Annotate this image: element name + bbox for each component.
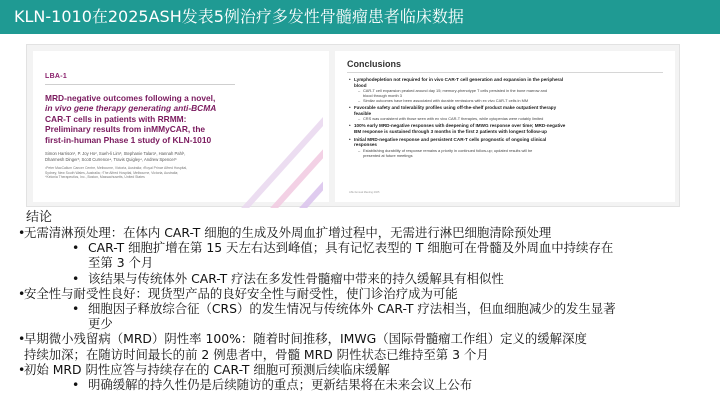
conclusion-subitem: – CAR-T cell expansion peaked around day 15; memory-phenotype T cells persisted in the bone marrow and — [358, 88, 548, 94]
conclusion-item-cont: blood — [354, 82, 367, 88]
note-item: • 初始 MRD 阴性应答与持续存在的 CAR-T 细胞可预测后续临床缓解 — [18, 361, 390, 377]
poster-title-line: Preliminary results from inMMyCAR, the — [45, 124, 206, 135]
poster-title-line: in vivo gene therapy generating anti-BCMA — [45, 103, 217, 114]
note-subitem-cont: 更少 — [88, 316, 113, 332]
notes-heading: 结论 — [26, 210, 53, 225]
conclusion-subitem-cont: blood through month 3 — [363, 93, 402, 99]
slide-title: KLN-1010在2025ASH发表5例治疗多发性骨髓瘤患者临床数据 — [14, 7, 464, 26]
note-item-cont: 持续加深；在随访时间最长的前 2 例患者中，骨髓 MRD 阴性状态已维持至第 3 个月 — [24, 346, 489, 362]
poster-conclusions-panel — [335, 51, 675, 202]
note-item: • 无需清淋预处理：在体内 CAR-T 细胞的生成及外周血扩增过程中，无需进行淋巴细胞清除预处理 — [18, 225, 552, 240]
author-line: Simon Harrison¹, P. Joy Ho², Sueh-li Lim³, Stephanie Talaro¹, Hannah Pahl¹, — [45, 151, 186, 156]
author-line: Dharmesh Dinger³, Scott Currence⁴, Travis Quigley⁴, Andrew Spencer³ — [45, 157, 177, 162]
title-bar — [0, 0, 720, 34]
notes-body — [18, 210, 710, 393]
conclusion-subitem: – Establishing durability of response remains a priority in continued follow-up; updated results will be — [358, 147, 533, 153]
conclusion-subitem-cont: presented at future meetings — [363, 152, 413, 158]
affiliation-line: Sydney, New South Wales, Australia; ³The Alfred Hospital, Melbourne, Victoria, Australia; — [45, 170, 179, 175]
note-subitem: • 细胞因子释放综合征（CRS）的发生情况与传统体外 CAR-T 疗法相当，但血细胞减少的发生显著 — [72, 301, 616, 317]
conclusion-item: • 100% early MRD-negative responses with deepening of IMWG response over time; MRD-negative — [349, 123, 566, 129]
affiliation-line: ⁴Kelonia Therapeutics, Inc., Boston, Massachusetts, United States — [45, 175, 145, 180]
note-subitem: • CAR-T 细胞扩增在第 15 天左右达到峰值；具有记忆表型的 T 细胞可在骨髓及外周血中持续存在 — [72, 240, 614, 256]
divider — [45, 84, 235, 85]
note-item: • 安全性与耐受性良好：现货型产品的良好安全性与耐受性，使门诊治疗成为可能 — [18, 285, 458, 301]
conclusion-item: • Initial MRD-negative response and persistent CAR-T cells prognostic of ongoing clinical — [349, 136, 547, 142]
conclusion-item: • Lymphodepletion not required for in vivo CAR-T cell generation and expansion in the peripheral — [349, 77, 564, 82]
poster-affiliations — [45, 166, 187, 180]
note-subitem-cont: 至第 3 个月 — [88, 255, 154, 271]
conclusions-heading: Conclusions — [347, 59, 402, 69]
poster-title — [45, 93, 250, 145]
note-item: • 早期微小残留病（MRD）阴性率 100%：随着时间推移，IMWG（国际骨髓瘤工作组）定义的缓解深度 — [18, 331, 587, 347]
poster-title-panel — [33, 51, 329, 202]
conclusions-footer: ASH Annual Meeting 2025 — [349, 191, 380, 194]
divider — [347, 72, 663, 73]
conclusion-item: • Favorable safety and tolerability profiles using off-the-shelf product make outpatient therapy — [349, 105, 557, 111]
conclusion-item-cont: feasible — [354, 110, 372, 116]
conclusion-subitem: – CRS was consistent with those seen with ex vivo CAR-T therapies, while cytopenias were notably limited — [358, 116, 544, 122]
poster-title-line: MRD-negative outcomes following a novel, — [45, 93, 216, 103]
conclusion-item-cont: BM response is sustained through 3 months in the first 2 patients with longest follow-up — [354, 128, 547, 134]
poster-title-line: CAR-T cells in patients with RRMM: — [45, 113, 187, 124]
note-subitem: • 该结果与传统体外 CAR-T 疗法在多发性骨髓瘤中带来的持久缓解具有相似性 — [72, 270, 504, 286]
poster-figure — [26, 44, 680, 207]
conclusions-list — [349, 77, 667, 158]
poster-label: LBA-1 — [45, 73, 68, 80]
poster-authors — [45, 151, 185, 163]
conclusion-item-cont: responses — [354, 142, 377, 148]
affiliation-line: ¹Peter MacCallum Cancer Centre, Melbourne, Victoria, Australia; ²Royal Prince Alfred Hospital, — [45, 166, 188, 170]
note-subitem: • 明确缓解的持久性仍是后续随访的重点；更新结果将在未来会议上公布 — [72, 377, 473, 393]
conclusion-subitem: – Similar outcomes have been associated with durable remissions with ex vivo CAR-T cells in MM — [358, 98, 529, 104]
poster-title-line: first-in-human Phase 1 study of KLN-1010 — [45, 134, 212, 145]
